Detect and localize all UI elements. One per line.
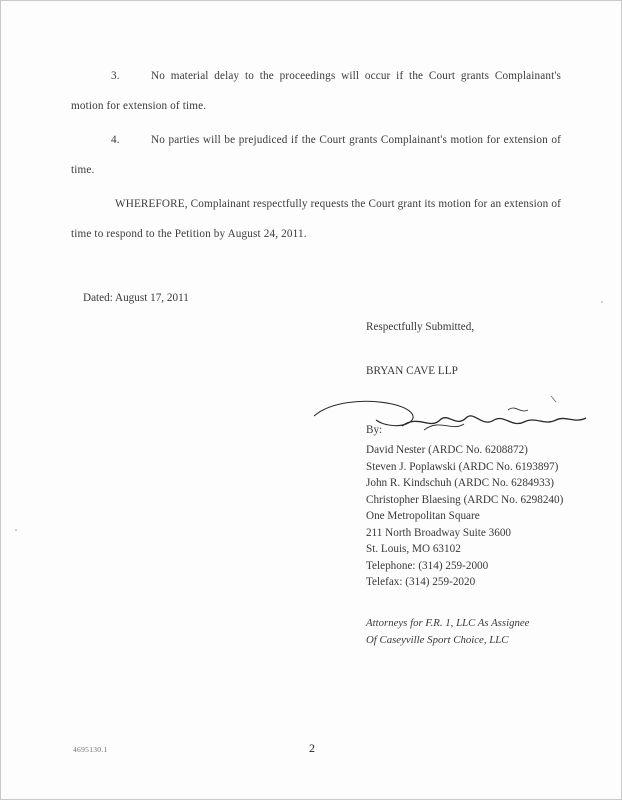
address-line-1: One Metropolitan Square bbox=[366, 510, 480, 522]
attorneys-for-block bbox=[366, 615, 622, 649]
paragraph-4-number: 4. bbox=[111, 134, 120, 146]
paragraph-3-text: No material delay to the proceedings will occur if the Court grants Complainant's motion for extension of time. bbox=[71, 70, 561, 112]
attorney-name-1: David Nester (ARDC No. 6208872) bbox=[366, 444, 528, 456]
paragraph-4 bbox=[71, 125, 561, 185]
scan-speck bbox=[601, 301, 603, 303]
paragraph-3-number: 3. bbox=[111, 70, 120, 82]
attorney-name-2: Steven J. Poplawski (ARDC No. 6193897) bbox=[366, 460, 559, 473]
firm-name: BRYAN CAVE LLP bbox=[366, 365, 458, 377]
address-line-3: St. Louis, MO 63102 bbox=[366, 543, 461, 555]
attorney-details bbox=[366, 442, 622, 591]
paragraph-wherefore-text: WHEREFORE, Complainant respectfully requests the Court grant its motion for an extension of time to respond to the Petition by August 24, 2011. bbox=[71, 198, 561, 240]
paragraph-wherefore bbox=[71, 189, 561, 249]
attorney-name-4: Christopher Blaesing (ARDC No. 6298240) bbox=[366, 493, 564, 506]
attorney-name-3: John R. Kindschuh (ARDC No. 6284933) bbox=[366, 477, 555, 489]
telefax-line: Telefax: (314) 259-2020 bbox=[366, 576, 476, 588]
dated-line: Dated: August 17, 2011 bbox=[83, 292, 189, 304]
document-body bbox=[71, 61, 564, 646]
page-number: 2 bbox=[309, 741, 315, 755]
paragraph-3 bbox=[71, 61, 561, 121]
by-label: By: bbox=[366, 424, 383, 436]
telephone-line: Telephone: (314) 259-2000 bbox=[366, 559, 489, 572]
handwritten-signature-icon bbox=[306, 394, 596, 440]
address-line-2: 211 North Broadway Suite 3600 bbox=[366, 526, 512, 539]
scan-speck bbox=[15, 529, 17, 531]
paragraph-4-text: No parties will be prejudiced if the Court grants Complainant's motion for extension of time. bbox=[71, 134, 561, 176]
attorneys-for-line-2: Of Caseyville Sport Choice, LLC bbox=[366, 633, 509, 646]
signature-block bbox=[366, 319, 622, 649]
respectfully-submitted-line: Respectfully Submitted, bbox=[366, 321, 475, 333]
attorneys-for-line-1: Attorneys for F.R. 1, LLC As Assignee bbox=[366, 616, 530, 629]
signature-row bbox=[366, 424, 622, 440]
document-id-footer: 4695130.1 bbox=[73, 745, 108, 754]
